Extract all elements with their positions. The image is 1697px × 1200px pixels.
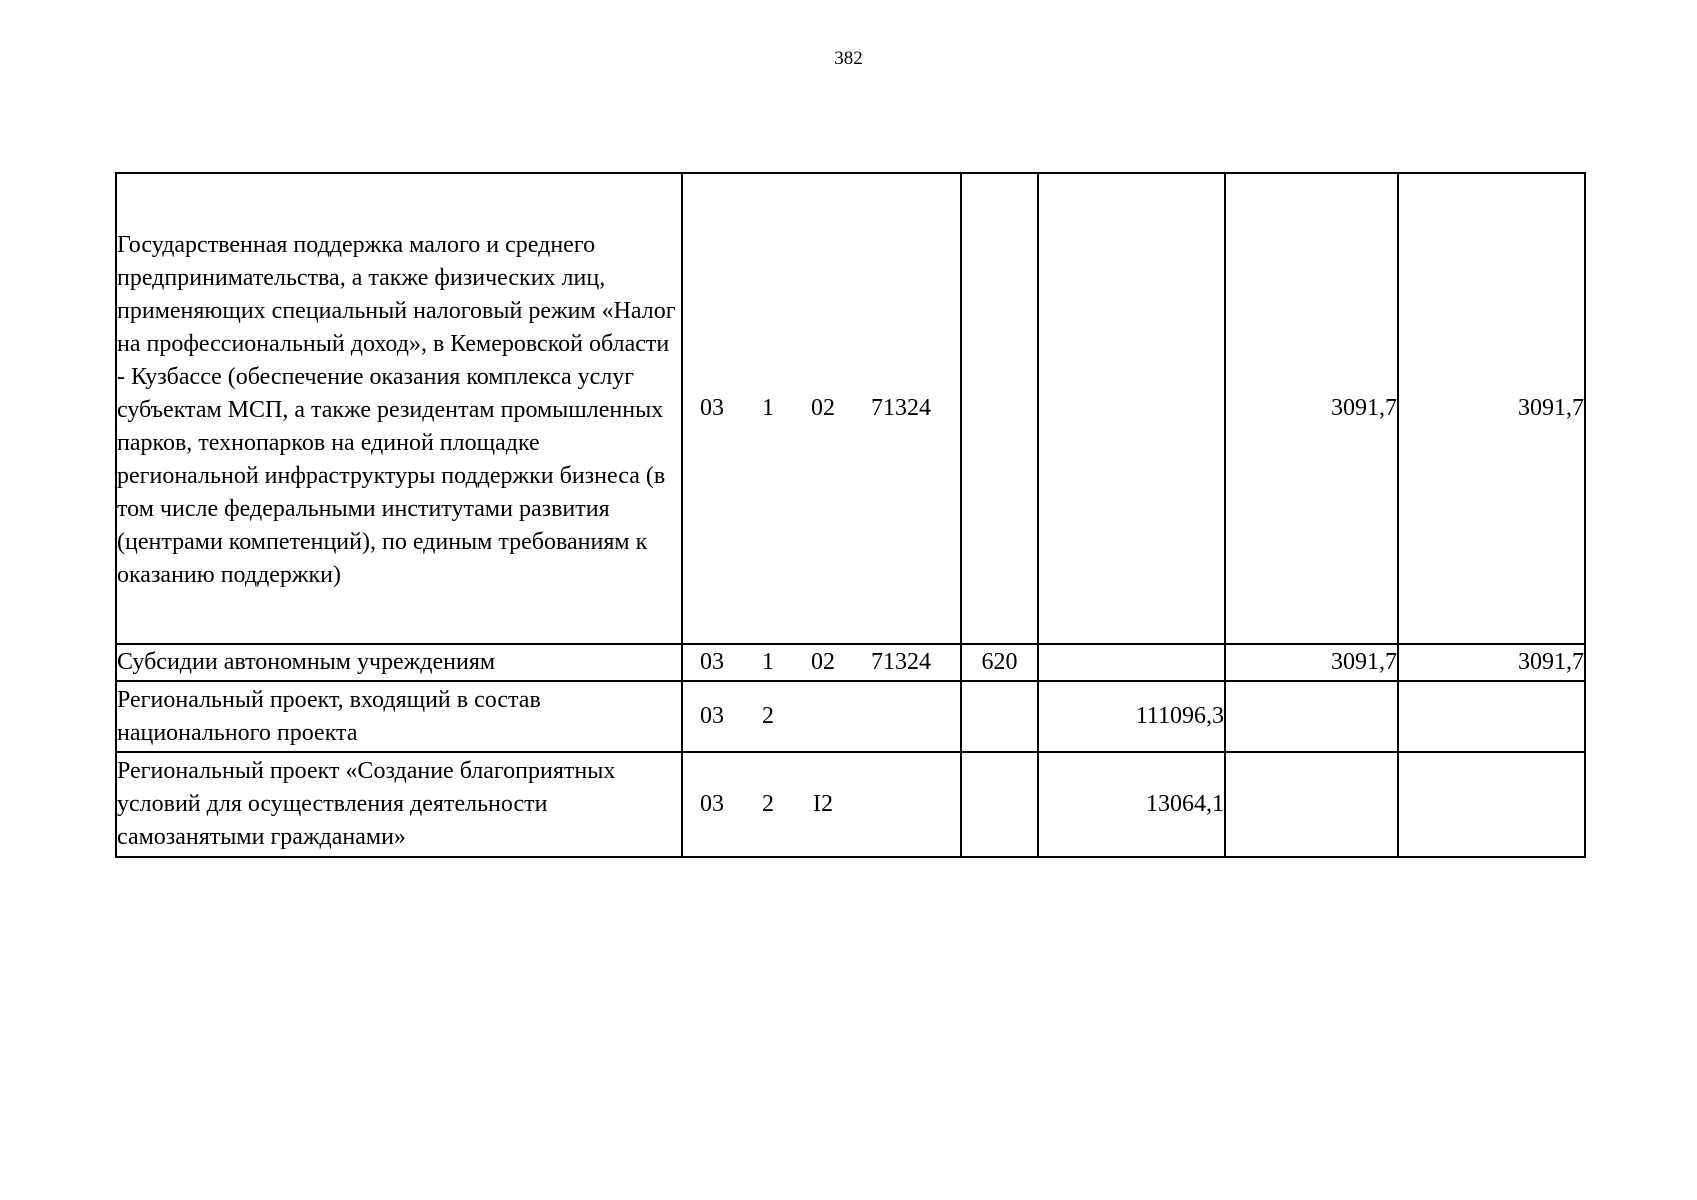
table-row [116,752,1585,857]
value-2-cell [1225,681,1398,752]
section-code: 03 [700,791,724,817]
program-code-cell [682,752,961,857]
budget-table [115,172,1586,858]
program-code-cell [682,644,961,681]
section-code: 03 [700,649,724,675]
row-name-cell: Субсидии автономным учреждениям [116,644,682,681]
table-row [116,681,1585,752]
value-2-cell [1225,752,1398,857]
expense-type-cell [961,681,1038,752]
subsection-code: 2 [762,703,774,729]
expense-type-cell: 620 [961,644,1038,681]
page-number: 382 [834,48,863,69]
section-code: 03 [700,395,724,421]
row-name-cell: Государственная поддержка малого и среднего предпринимательства, а также физических лиц, применяющих специальный налоговый режим «Налог на профессиональный доход», в Кемеровской области - Кузбассе (обеспечение оказания комплекса услуг субъектам МСП, а также резидентам промышленных парков, технопарков на единой площадке региональной инфраструктуры поддержки бизнеса (в том числе федеральными институтами развития (центрами компетенций), по единым требованиям к оказанию поддержки) [116,173,682,644]
article-code: 02 [811,649,835,675]
table-row [116,644,1585,681]
table-row [116,173,1585,644]
value-1-cell: 111096,3 [1038,681,1225,752]
program-code-cell [682,173,961,644]
value-3-cell: 3091,7 [1398,173,1585,644]
value-1-cell [1038,173,1225,644]
row-name-cell: Региональный проект, входящий в состав национального проекта [116,681,682,752]
value-2-cell: 3091,7 [1225,644,1398,681]
value-3-cell: 3091,7 [1398,644,1585,681]
expense-type-cell [961,173,1038,644]
value-1-cell [1038,644,1225,681]
subsection-code: 2 [762,791,774,817]
row-name-cell: Региональный проект «Создание благоприятных условий для осуществления деятельности самозанятыми гражданами» [116,752,682,857]
subsection-code: 1 [762,649,774,675]
value-1-cell: 13064,1 [1038,752,1225,857]
direction-code: 71324 [871,649,931,675]
value-2-cell: 3091,7 [1225,173,1398,644]
value-3-cell [1398,752,1585,857]
program-code-cell [682,681,961,752]
direction-code: 71324 [871,395,931,421]
article-code: 02 [811,395,835,421]
expense-type-cell [961,752,1038,857]
value-3-cell [1398,681,1585,752]
subsection-code: 1 [762,395,774,421]
article-code: I2 [813,791,833,817]
section-code: 03 [700,703,724,729]
